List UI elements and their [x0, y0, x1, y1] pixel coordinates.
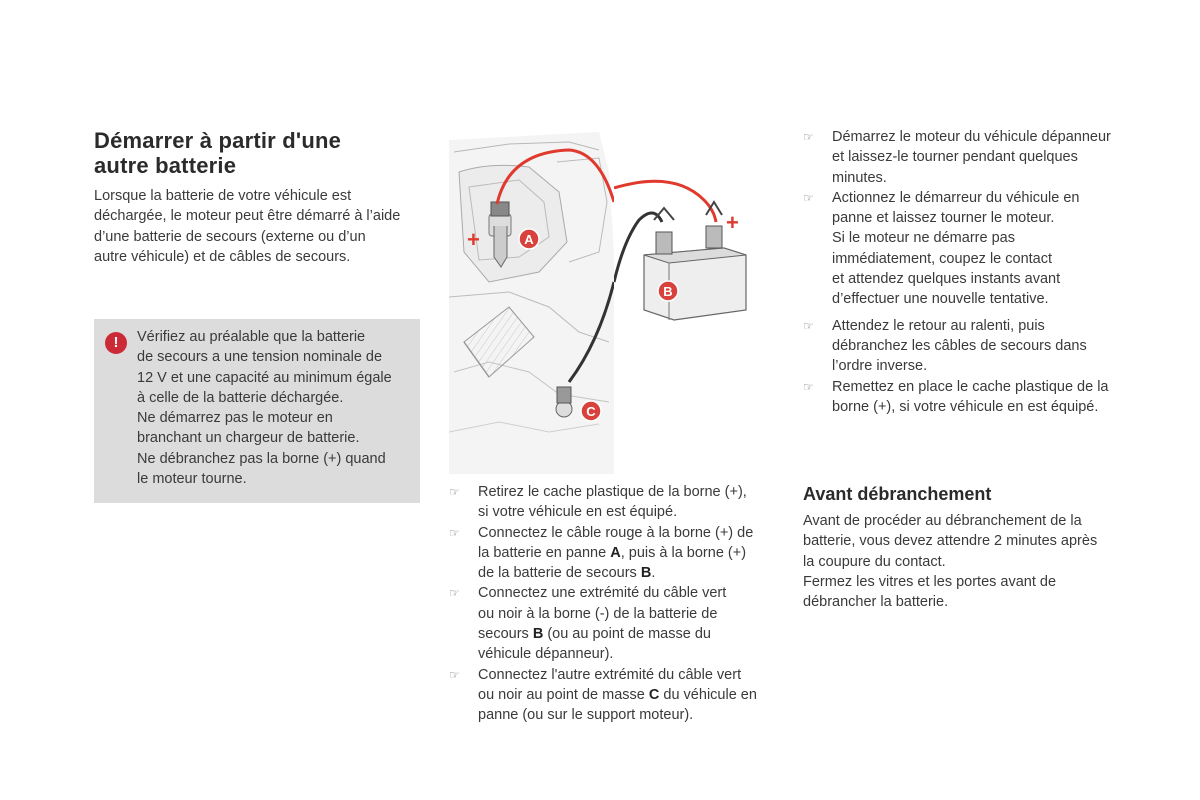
warning-line: 12 V et une capacité au minimum égale — [137, 369, 392, 386]
step-line: véhicule dépanneur). — [478, 646, 614, 663]
subsection-line: Avant de procéder au débranchement de la — [803, 513, 1082, 529]
ground-point-c — [556, 387, 572, 417]
label-c — [581, 401, 601, 421]
step-line: et attendez quelques instants avant — [832, 271, 1061, 288]
label-c-text: C — [586, 404, 596, 419]
title-line: Démarrer à partir d'une — [94, 128, 342, 153]
warning-line: à celle de la batterie déchargée. — [137, 389, 344, 406]
step-line: Retirez le cache plastique de la borne (+), — [478, 484, 747, 500]
list-item — [449, 583, 779, 664]
subsection-line: Fermez les vitres et les portes avant de — [803, 573, 1057, 590]
subsection-line: débrancher la batterie. — [803, 594, 949, 611]
step-text: , puis à la borne (+) — [620, 544, 747, 561]
steps-list-start — [803, 127, 1143, 417]
step-line: panne et laissez tourner le moteur. — [832, 210, 1055, 227]
step-line: l’ordre inverse. — [832, 358, 928, 375]
step-line: minutes. — [832, 169, 887, 186]
step-line: Remettez en place le cache plastique de la — [832, 378, 1109, 395]
step-text: la batterie en panne — [478, 544, 611, 561]
warning-line: Vérifiez au préalable que la batterie — [137, 329, 366, 345]
step-line: et laissez-le tourner pendant quelques — [832, 149, 1078, 166]
step-text: ou noir au point de masse — [478, 686, 649, 703]
battery-b-ref: B — [640, 565, 652, 582]
label-b — [658, 281, 678, 301]
subsection-line: la coupure du contact. — [803, 553, 946, 570]
page-title — [94, 128, 424, 178]
battery-b-ref: B — [532, 626, 544, 643]
subsection-title: Avant débranchement — [803, 484, 992, 504]
step-line: ou noir à la borne (-) de la batterie de — [478, 605, 718, 622]
list-item — [803, 188, 1143, 310]
step-line: Connectez une extrémité du câble vert — [478, 585, 727, 602]
pointing-hand-icon: ☞ — [803, 318, 814, 333]
list-item — [449, 523, 779, 584]
step-line: Si le moteur ne démarre pas — [832, 230, 1015, 247]
steps-list-connect — [449, 482, 779, 726]
step-text: du véhicule en — [659, 686, 757, 703]
step-line — [478, 563, 779, 583]
intro-paragraph — [94, 186, 424, 267]
step-line: débranchez les câbles de secours dans — [832, 337, 1087, 354]
list-item — [803, 377, 1143, 418]
label-b-text: B — [663, 284, 673, 299]
subsection-line: batterie, vous devez attendre 2 minutes après — [803, 533, 1098, 550]
warning-line: le moteur tourne. — [137, 471, 247, 488]
pointing-hand-icon: ☞ — [803, 379, 814, 394]
step-line — [478, 543, 779, 563]
list-item — [803, 127, 1143, 188]
warning-line: Ne débranchez pas la borne (+) quand — [137, 450, 386, 467]
step-line: panne (ou sur le support moteur). — [478, 707, 694, 724]
list-item — [449, 665, 779, 726]
plus-sign-b: + — [726, 210, 739, 235]
intro-line: d’une batterie de secours (externe ou d’un — [94, 228, 366, 245]
pointing-hand-icon: ☞ — [449, 586, 460, 601]
pointing-hand-icon: ☞ — [803, 190, 814, 205]
intro-line: déchargée, le moteur peut être démarré à l’aide — [94, 208, 401, 225]
title-line: autre batterie — [94, 153, 237, 178]
step-text: . — [651, 565, 656, 582]
warning-line: Ne démarrez pas le moteur en — [137, 410, 333, 427]
exclamation-icon: ! — [105, 332, 127, 354]
label-a-text: A — [524, 232, 534, 247]
step-line: Démarrez le moteur du véhicule dépanneur — [832, 129, 1111, 145]
step-line — [478, 624, 779, 644]
label-a — [519, 229, 539, 249]
intro-line: autre véhicule) et de câbles de secours. — [94, 248, 351, 265]
warning-text — [137, 327, 392, 489]
step-text: (ou au point de masse du — [543, 626, 711, 643]
pointing-hand-icon: ☞ — [449, 667, 460, 682]
intro-line: Lorsque la batterie de votre véhicule est — [94, 188, 352, 204]
warning-line: de secours a une tension nominale de — [137, 349, 383, 366]
step-line: Connectez le câble rouge à la borne (+) de — [478, 524, 754, 541]
step-text: de la batterie de secours — [478, 565, 641, 582]
pointing-hand-icon: ☞ — [803, 130, 814, 144]
jump-start-illustration — [449, 132, 614, 474]
step-text: secours — [478, 626, 533, 643]
list-item — [449, 482, 779, 523]
pointing-hand-icon: ☞ — [449, 525, 460, 540]
subsection-paragraph — [803, 511, 1143, 612]
step-line — [478, 685, 779, 705]
warning-box — [94, 319, 420, 503]
plus-sign: + — [467, 227, 480, 252]
step-line: d’effectuer une nouvelle tentative. — [832, 291, 1049, 308]
battery-a-ref: A — [610, 544, 621, 561]
helper-battery-illustration — [614, 160, 754, 340]
step-line: borne (+), si votre véhicule en est équipé. — [832, 398, 1099, 415]
warning-line: branchant un chargeur de batterie. — [137, 430, 360, 447]
ground-c-ref: C — [648, 686, 660, 703]
left-column — [94, 128, 424, 267]
step-line: Connectez l'autre extrémité du câble vert — [478, 666, 742, 683]
step-line: Attendez le retour au ralenti, puis — [832, 317, 1045, 334]
step-line: immédiatement, coupez le contact — [832, 250, 1053, 267]
step-line: Actionnez le démarreur du véhicule en — [832, 189, 1080, 206]
list-item — [803, 316, 1143, 377]
pointing-hand-icon: ☞ — [449, 485, 460, 499]
step-line: si votre véhicule en est équipé. — [478, 504, 678, 521]
